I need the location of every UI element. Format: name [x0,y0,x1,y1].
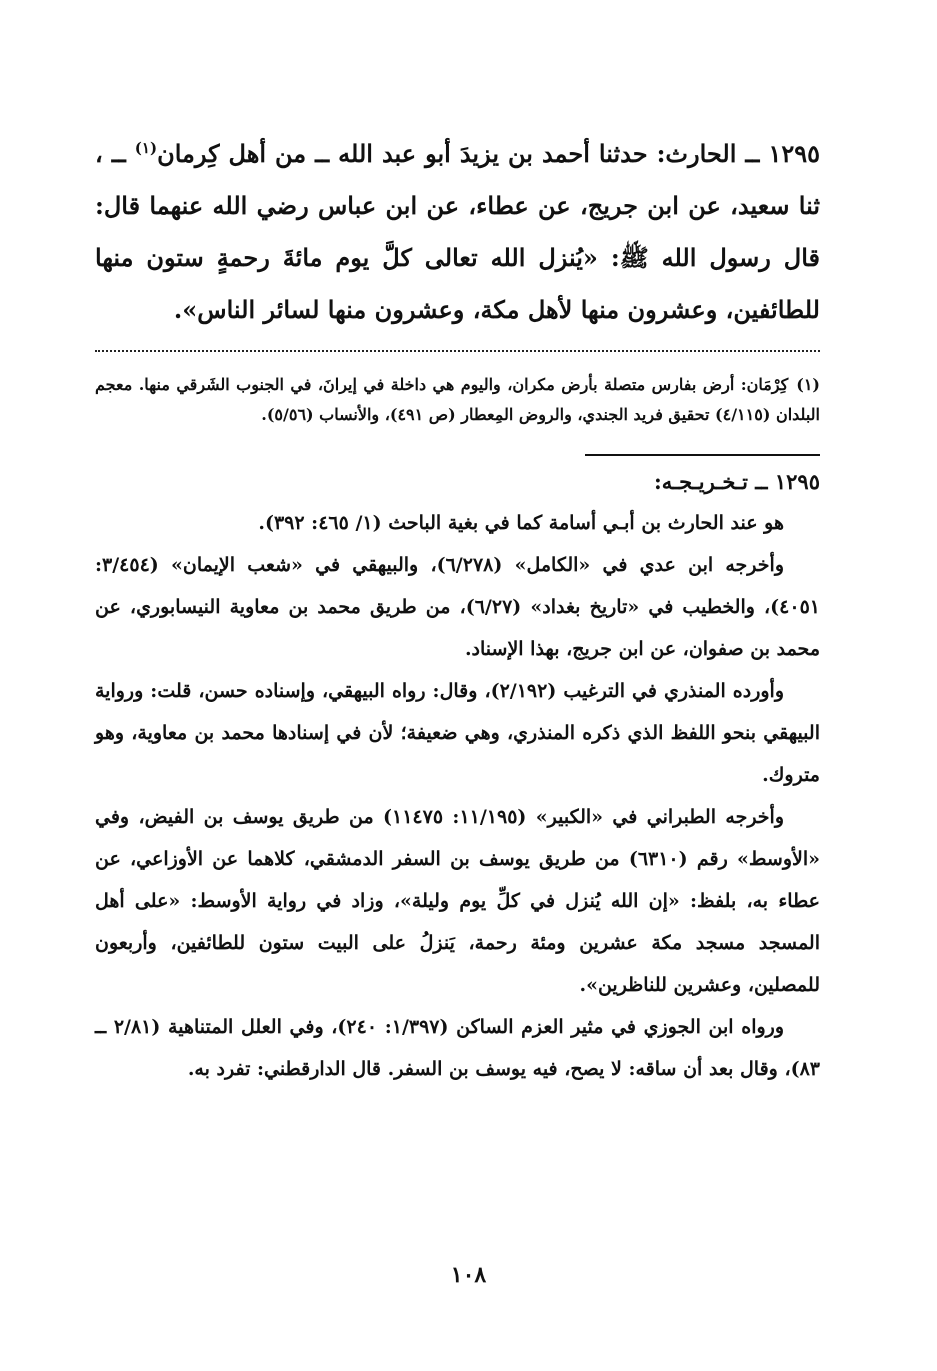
section-divider [585,454,820,456]
hadith-text [95,128,820,336]
footnote-number: (١) [796,375,820,394]
takhrij-heading: ١٢٩٥ ــ تـخـريـجـه: [653,469,820,494]
hadith-text-part-2: ــ ، ثنا سعيد، عن ابن جريج، عن عطاء، عن ابن عباس رضي الله عنهما قال: قال رسول الله ﷺ: «يُنزل الله تعالى كلَّ يوم مائةَ رحمةٍ ستون منها للطائفين، وعشرون منها لأهل مكة، وعشرون منها لسائر الناس». [95,139,820,324]
takhrij-paragraph: وأخرجه ابن عدي في «الكامل» (٦/٢٧٨)، والبيهقي في «شعب الإيمان» (٣/٤٥٤: ٤٠٥١)، والخطيب في «تاريخ بغداد» (٦/٢٧)، من طريق محمد بن معاوية النيسابوري، عن محمد بن صفوان، عن ابن جريج، بهذا الإسناد. [95,554,820,660]
footnote-separator [95,350,820,352]
takhrij-paragraph: وأخرجه الطبراني في «الكبير» (١١/١٩٥: ١١٤٧٥) من طريق يوسف بن الفيض، وفي «الأوسط» رقم (٦٣١٠) من طريق يوسف بن السفر الدمشقي، كلاهما عن الأوزاعي، عن عطاء به، بلفظ: «إن الله يُنزل في كلِّ يوم وليلة»، وزاد في رواية الأوسط: «على أهل المسجد مسجد مكة عشرين ومئة رحمة، يَنزلُ على البيت ستون للطائفين، وأربعون للمصلين، وعشرين للناظرين». [95,806,820,996]
takhrij-paragraph: وأورده المنذري في الترغيب (٢/١٩٢)، وقال: رواه البيهقي، وإسناده حسن، قلت: ورواية البيهقي بنحو اللفظ الذي ذكره المنذري، وهي ضعيفة؛ لأن في إسنادها محمد بن معاوية، وهو متروك. [95,680,820,786]
footnote [95,370,820,430]
footnote-text: كِرْمَان: أرض بفارس متصلة بأرض مكران، واليوم هي داخلة في إيرانَ، في الجنوب الشَرقي منها. معجم البلدان (٤/١١٥) تحقيق فريد الجندي، والروض المِعطار (ص ٤٩١)، والأنساب (٥/٥٦). [95,375,820,424]
page-number: ١٠٨ [450,1262,487,1288]
takhrij-paragraph: ورواه ابن الجوزي في مثير العزم الساكن (١/٣٩٧: ٢٤٠)، وفي العلل المتناهية (٢/٨١ ــ ٨٣)، وقال بعد أن ساقه: لا يصح، فيه يوسف بن السفر. قال الدارقطني: تفرد به. [95,1016,820,1080]
page-content [95,128,820,1090]
hadith-text-part-1: ١٢٩٥ ــ الحارث: حدثنا أحمد بن يزيدَ أبو عبد الله ــ من أهل كِرمان [157,139,820,168]
takhrij-paragraph: هو عند الحارث بن أبـي أسامة كما في بغية الباحث (١/ ٤٦٥: ٣٩٢). [258,512,784,534]
footnote-reference: (١) [134,139,158,157]
